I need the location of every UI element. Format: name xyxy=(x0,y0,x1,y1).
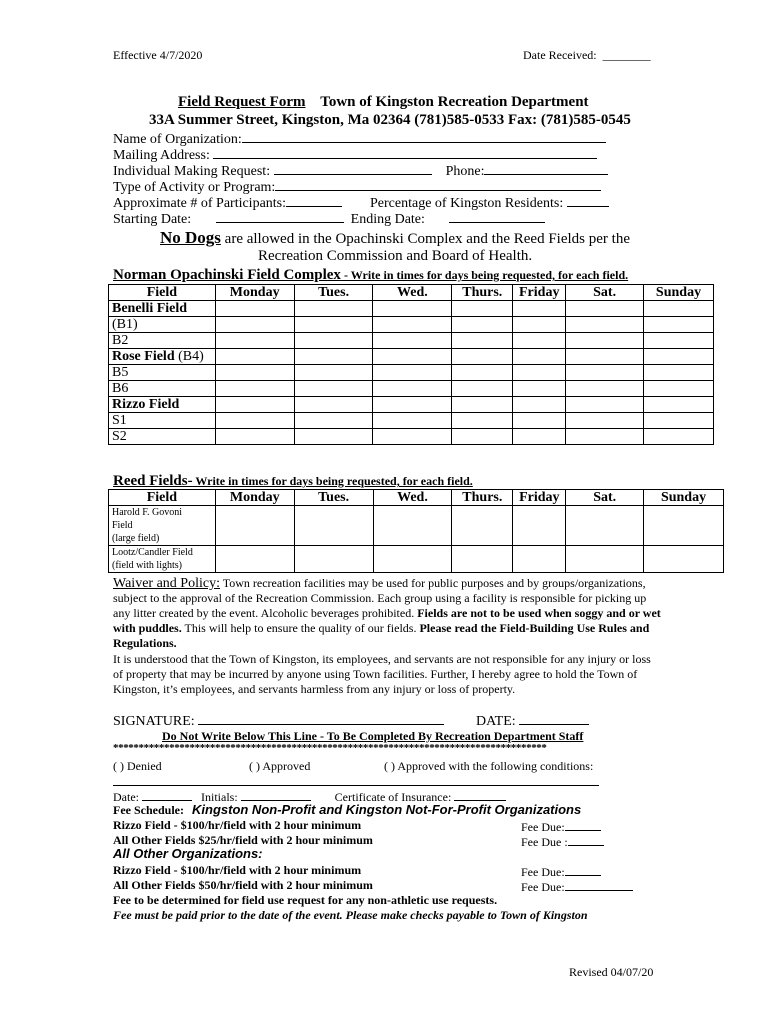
time-entry-cell[interactable] xyxy=(513,413,566,429)
signature-date-label: DATE: xyxy=(476,714,516,729)
time-entry-cell[interactable] xyxy=(452,317,513,333)
time-entry-cell[interactable] xyxy=(644,349,714,365)
waiver-paragraph xyxy=(113,576,661,651)
column-header: Sunday xyxy=(644,285,714,301)
fee-due-input[interactable] xyxy=(565,863,601,876)
time-entry-cell[interactable] xyxy=(373,317,452,333)
time-entry-cell[interactable] xyxy=(452,429,513,445)
time-entry-cell[interactable] xyxy=(452,397,513,413)
opachinski-title: Norman Opachinski Field Complex xyxy=(113,267,341,283)
phone-input[interactable] xyxy=(484,162,608,175)
time-entry-cell[interactable] xyxy=(373,333,452,349)
conditions-line[interactable] xyxy=(113,785,599,786)
start-input[interactable] xyxy=(216,210,344,223)
other-fields-due[interactable] xyxy=(521,878,633,895)
time-entry-cell[interactable] xyxy=(566,397,644,413)
kingston-other-due[interactable] xyxy=(521,833,604,850)
time-entry-cell[interactable] xyxy=(294,381,373,397)
field-code: (B1) xyxy=(112,317,138,332)
field-name-cell xyxy=(109,506,216,546)
time-entry-cell[interactable] xyxy=(215,333,294,349)
reed-instruction: Write in times for days being requested, for each field. xyxy=(192,474,473,488)
field-name-cell xyxy=(109,317,216,333)
field-name: Rizzo Field xyxy=(112,397,180,412)
column-header: Tues. xyxy=(294,285,373,301)
activity-input[interactable] xyxy=(275,178,601,191)
opachinski-heading xyxy=(113,266,628,284)
time-entry-cell[interactable] xyxy=(644,365,714,381)
approved-conditions-option[interactable]: ( ) Approved with the following conditions: xyxy=(384,759,594,773)
column-header: Sat. xyxy=(566,285,644,301)
reed-header-row xyxy=(109,490,724,506)
waiver-text-c: This will help to ensure the quality of our fields. xyxy=(181,621,420,635)
time-entry-cell[interactable] xyxy=(644,397,714,413)
table-row xyxy=(109,349,714,365)
time-entry-cell[interactable] xyxy=(373,506,452,546)
time-entry-cell[interactable] xyxy=(566,365,644,381)
staff-heading: Do Not Write Below This Line - To Be Completed By Recreation Department Staff xyxy=(162,729,584,743)
time-entry-cell[interactable] xyxy=(566,381,644,397)
signature-date-input[interactable] xyxy=(519,712,589,725)
time-entry-cell[interactable] xyxy=(452,546,513,573)
form-title xyxy=(178,94,589,111)
time-entry-cell[interactable] xyxy=(373,413,452,429)
time-entry-cell[interactable] xyxy=(513,333,566,349)
revised-date: Revised 04/07/20 xyxy=(569,965,654,979)
time-entry-cell[interactable] xyxy=(566,317,644,333)
time-entry-cell[interactable] xyxy=(513,429,566,445)
table-row xyxy=(109,365,714,381)
field-code: B6 xyxy=(112,381,129,396)
time-entry-cell[interactable] xyxy=(452,349,513,365)
fee-due-label: Fee Due: xyxy=(521,865,565,879)
time-entry-cell[interactable] xyxy=(373,429,452,445)
individual-label: Individual Making Request: xyxy=(113,164,271,179)
field-name-line: Harold F. Govoni xyxy=(112,507,183,518)
column-header: Friday xyxy=(513,490,566,506)
initials-label: Initials: xyxy=(201,790,238,804)
participants-input[interactable] xyxy=(286,194,342,207)
kingston-fee-heading: Kingston Non-Profit and Kingston Not-For-Profit Organizations xyxy=(192,802,582,817)
field-name-cell xyxy=(109,413,216,429)
column-header: Wed. xyxy=(373,490,452,506)
waiver-heading: Waiver and Policy: xyxy=(113,576,220,591)
column-header: Wed. xyxy=(373,285,452,301)
column-header: Friday xyxy=(513,285,566,301)
time-entry-cell[interactable] xyxy=(452,381,513,397)
no-dogs-text: are allowed in the Opachinski Complex and the Reed Fields per the xyxy=(220,231,630,247)
date-received-blank[interactable]: ________ xyxy=(602,48,651,62)
liability-paragraph: It is understood that the Town of Kingston, its employees, and servants are not responsible for any injury or loss of property that may be incurred by anyone using Town facilities. Further, I hereby agree to hold the Town of Kingston, it’s employees, and servants harmless from any injury or loss of property. xyxy=(113,652,651,696)
opachinski-header-row xyxy=(109,285,714,301)
field-name: Rose Field xyxy=(112,349,175,364)
fee-due-label: Fee Due : xyxy=(521,835,568,849)
staff-date-input[interactable] xyxy=(142,788,192,801)
stars-divider: ************************************************************************************* xyxy=(113,742,547,754)
time-entry-cell[interactable] xyxy=(452,506,513,546)
participants-label: Approximate # of Participants: xyxy=(113,196,287,211)
date-received xyxy=(523,48,651,63)
table-row xyxy=(109,301,714,317)
time-entry-cell[interactable] xyxy=(294,546,373,573)
table-row xyxy=(109,429,714,445)
end-input[interactable] xyxy=(449,210,545,223)
no-dogs-notice xyxy=(160,228,630,248)
time-entry-cell[interactable] xyxy=(644,317,714,333)
address-line: 33A Summer Street, Kingston, Ma 02364 (781)585-0533 Fax: (781)585-0545 xyxy=(149,112,631,128)
non-athletic-note: Fee to be determined for field use request for any non-athletic use requests. xyxy=(113,893,498,907)
time-entry-cell[interactable] xyxy=(566,546,644,573)
time-entry-cell[interactable] xyxy=(294,413,373,429)
table-row xyxy=(109,546,724,573)
time-entry-cell[interactable] xyxy=(215,506,294,546)
table-row xyxy=(109,317,714,333)
time-entry-cell[interactable] xyxy=(294,349,373,365)
time-entry-cell[interactable] xyxy=(215,349,294,365)
time-entry-cell[interactable] xyxy=(566,413,644,429)
table-row xyxy=(109,381,714,397)
other-fields-fee: All Other Fields $50/hr/field with 2 hour minimum xyxy=(113,878,373,892)
organization-label: Name of Organization: xyxy=(113,132,242,147)
field-name-cell xyxy=(109,546,216,573)
other-rizzo-fee: Rizzo Field - $100/hr/field with 2 hour minimum xyxy=(113,863,362,877)
no-dogs-line2: Recreation Commission and Board of Health. xyxy=(258,248,533,264)
field-name-cell xyxy=(109,429,216,445)
field-code: S1 xyxy=(112,413,127,428)
insurance-label: Certificate of Insurance: xyxy=(334,790,452,804)
signature-field[interactable] xyxy=(113,712,444,730)
fee-schedule-heading xyxy=(113,801,581,819)
time-entry-cell[interactable] xyxy=(644,546,724,573)
phone-label: Phone: xyxy=(445,164,485,179)
waiver-text-a: Town recreation facilities may be used for public purposes and by groups/organizations, subject to the approval of the Recreation Commission. Each group using a facility is responsible for picking up any litter created by the event. Alcoholic beverages prohibited. xyxy=(113,576,647,620)
fee-schedule-label: Fee Schedule: xyxy=(113,803,184,817)
time-entry-cell[interactable] xyxy=(215,317,294,333)
column-header: Sunday xyxy=(644,490,724,506)
time-entry-cell[interactable] xyxy=(644,506,724,546)
time-entry-cell[interactable] xyxy=(215,397,294,413)
fee-due-label: Fee Due: xyxy=(521,820,565,834)
table-row xyxy=(109,413,714,429)
time-entry-cell[interactable] xyxy=(215,381,294,397)
mailing-label: Mailing Address: xyxy=(113,148,210,163)
column-header: Tues. xyxy=(294,490,373,506)
time-entry-cell[interactable] xyxy=(513,317,566,333)
dates-field[interactable] xyxy=(113,210,545,228)
denied-option[interactable]: ( ) Denied xyxy=(113,759,162,773)
time-entry-cell[interactable] xyxy=(452,365,513,381)
reed-table xyxy=(108,489,724,573)
signature-input[interactable] xyxy=(198,712,444,725)
time-entry-cell[interactable] xyxy=(644,429,714,445)
time-entry-cell[interactable] xyxy=(513,506,566,546)
organization-input[interactable] xyxy=(242,130,606,143)
time-entry-cell[interactable] xyxy=(513,546,566,573)
field-name-line: Field xyxy=(112,520,133,531)
time-entry-cell[interactable] xyxy=(294,317,373,333)
time-entry-cell[interactable] xyxy=(373,301,452,317)
table-row xyxy=(109,333,714,349)
time-entry-cell[interactable] xyxy=(215,301,294,317)
fee-due-label: Fee Due: xyxy=(521,880,565,894)
reed-title: Reed Fields- xyxy=(113,473,193,489)
waiver-text-d: Please read the Field-Building Use Rules and Regulations. xyxy=(113,621,650,650)
time-entry-cell[interactable] xyxy=(294,429,373,445)
field-name-cell xyxy=(109,381,216,397)
initials-input[interactable] xyxy=(241,788,311,801)
column-header: Sat. xyxy=(566,490,644,506)
column-header: Monday xyxy=(215,490,294,506)
time-entry-cell[interactable] xyxy=(513,301,566,317)
field-name-cell xyxy=(109,301,216,317)
other-orgs-heading: All Other Organizations: xyxy=(113,846,263,861)
table-row xyxy=(109,506,724,546)
time-entry-cell[interactable] xyxy=(644,381,714,397)
field-name: Benelli Field xyxy=(112,301,188,316)
time-entry-cell[interactable] xyxy=(215,365,294,381)
opachinski-instruction: - Write in times for days being requested, for each field. xyxy=(340,268,629,282)
field-name-line: (large field) xyxy=(112,533,160,544)
time-entry-cell[interactable] xyxy=(373,365,452,381)
staff-date-label: Date: xyxy=(113,790,139,804)
time-entry-cell[interactable] xyxy=(566,429,644,445)
time-entry-cell[interactable] xyxy=(215,429,294,445)
field-code: (B4) xyxy=(174,349,204,364)
time-entry-cell[interactable] xyxy=(513,381,566,397)
field-name-cell xyxy=(109,333,216,349)
reed-heading xyxy=(113,472,473,490)
no-dogs-label: No Dogs xyxy=(160,228,221,247)
field-code: B5 xyxy=(112,365,129,380)
form-name: Field Request Form xyxy=(178,94,306,110)
time-entry-cell[interactable] xyxy=(644,301,714,317)
field-code: B2 xyxy=(112,333,129,348)
time-entry-cell[interactable] xyxy=(452,333,513,349)
department-name: Town of Kingston Recreation Department xyxy=(320,94,589,110)
individual-input[interactable] xyxy=(274,162,432,175)
column-header: Field xyxy=(109,490,216,506)
kingston-rizzo-fee: Rizzo Field - $100/hr/field with 2 hour minimum xyxy=(113,818,362,832)
insurance-input[interactable] xyxy=(454,788,506,801)
field-name-cell xyxy=(109,349,216,365)
mailing-input[interactable] xyxy=(213,146,597,159)
signature-label: SIGNATURE: xyxy=(113,714,195,729)
time-entry-cell[interactable] xyxy=(294,365,373,381)
fee-due-input[interactable] xyxy=(565,878,633,891)
time-entry-cell[interactable] xyxy=(644,413,714,429)
column-header: Monday xyxy=(215,285,294,301)
time-entry-cell[interactable] xyxy=(215,413,294,429)
residents-label: Percentage of Kingston Residents: xyxy=(370,196,564,211)
time-entry-cell[interactable] xyxy=(566,301,644,317)
time-entry-cell[interactable] xyxy=(513,349,566,365)
time-entry-cell[interactable] xyxy=(566,333,644,349)
time-entry-cell[interactable] xyxy=(644,333,714,349)
time-entry-cell[interactable] xyxy=(215,546,294,573)
time-entry-cell[interactable] xyxy=(566,506,644,546)
effective-date: Effective 4/7/2020 xyxy=(113,48,203,62)
time-entry-cell[interactable] xyxy=(373,381,452,397)
table-row xyxy=(109,397,714,413)
time-entry-cell[interactable] xyxy=(294,301,373,317)
field-name-cell xyxy=(109,397,216,413)
opachinski-table xyxy=(108,284,714,445)
time-entry-cell[interactable] xyxy=(566,349,644,365)
column-header: Field xyxy=(109,285,216,301)
time-entry-cell[interactable] xyxy=(452,413,513,429)
time-entry-cell[interactable] xyxy=(373,546,452,573)
kingston-other-fee: All Other Fields $25/hr/field with 2 hour minimum xyxy=(113,833,373,847)
time-entry-cell[interactable] xyxy=(294,506,373,546)
activity-label: Type of Activity or Program: xyxy=(113,180,276,195)
column-header: Thurs. xyxy=(452,490,513,506)
time-entry-cell[interactable] xyxy=(513,397,566,413)
end-label: Ending Date: xyxy=(350,212,425,227)
field-code: S2 xyxy=(112,429,127,444)
field-name-cell xyxy=(109,365,216,381)
field-name-line: Lootz/Candler Field xyxy=(112,547,193,558)
residents-input[interactable] xyxy=(567,194,609,207)
approved-option[interactable]: ( ) Approved xyxy=(249,759,311,773)
column-header: Thurs. xyxy=(452,285,513,301)
waiver-text-b: Fields are not to be used when soggy and or wet with puddles. xyxy=(113,606,661,635)
date-received-label: Date Received: xyxy=(523,48,597,62)
fee-due-input[interactable] xyxy=(565,818,601,831)
start-label: Starting Date: xyxy=(113,212,192,227)
time-entry-cell[interactable] xyxy=(373,397,452,413)
time-entry-cell[interactable] xyxy=(452,301,513,317)
time-entry-cell[interactable] xyxy=(294,333,373,349)
time-entry-cell[interactable] xyxy=(294,397,373,413)
signature-date-field[interactable] xyxy=(476,712,589,730)
fee-due-input[interactable] xyxy=(568,833,604,846)
time-entry-cell[interactable] xyxy=(373,349,452,365)
time-entry-cell[interactable] xyxy=(513,365,566,381)
field-name-line: (field with lights) xyxy=(112,560,182,571)
payment-note: Fee must be paid prior to the date of the event. Please make checks payable to Town of Kingston xyxy=(113,908,588,922)
